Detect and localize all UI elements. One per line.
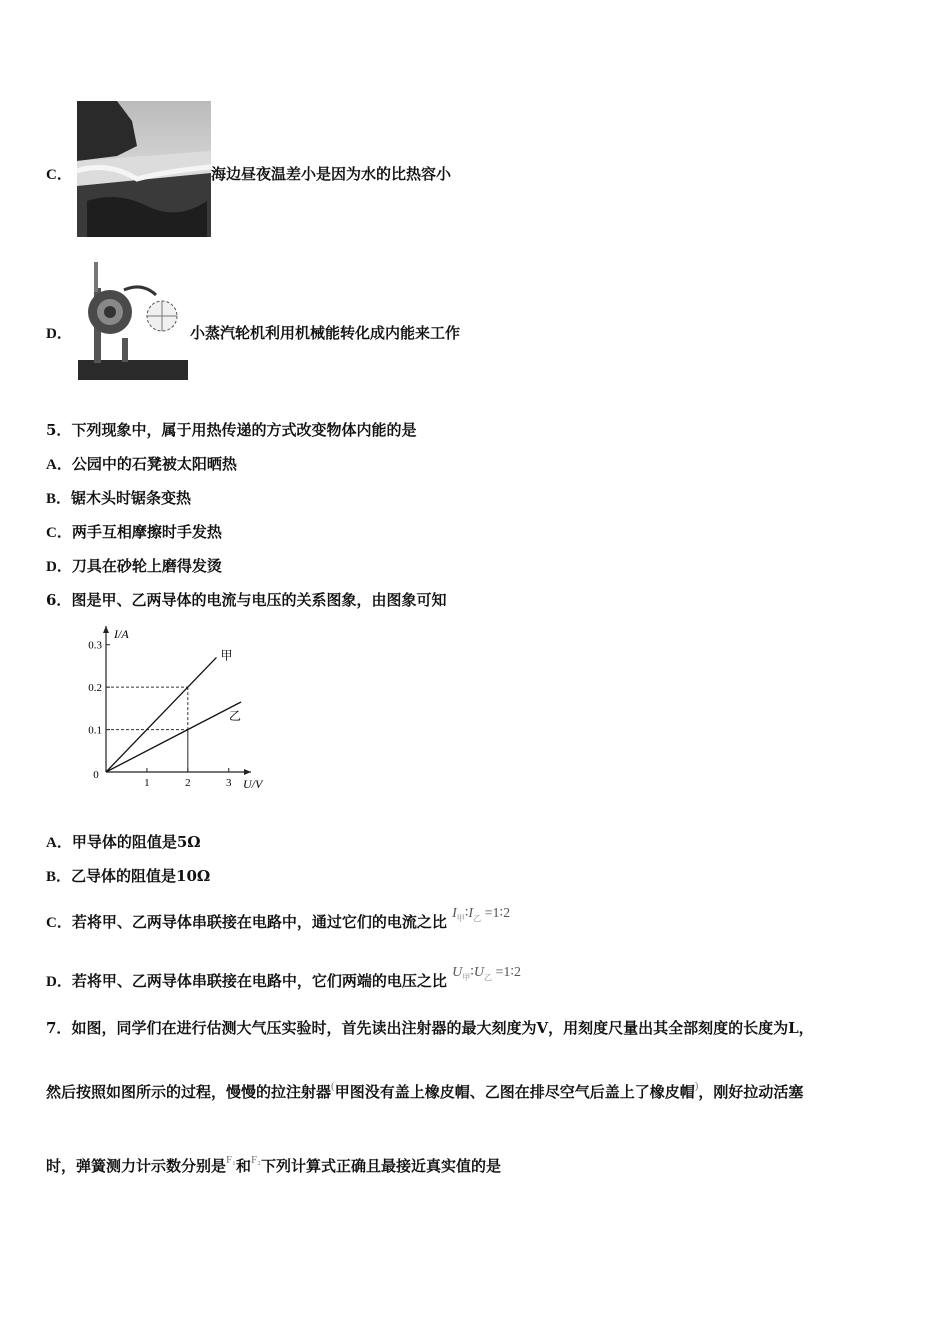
formula-symbol: I	[468, 906, 474, 921]
steam-turbine-photo	[72, 260, 190, 385]
q5-option-c	[46, 522, 222, 543]
formula-symbol: U	[473, 965, 484, 980]
q6-option-a	[46, 832, 201, 853]
option-label: B．	[46, 491, 72, 507]
q6-option-c	[46, 906, 511, 939]
q5-option-d	[46, 556, 222, 577]
question-number: 6．	[46, 591, 72, 609]
option-label: D．	[46, 326, 72, 342]
option-text: 若将甲、乙两导体串联接在电路中，通过它们的电流之比	[71, 913, 447, 931]
question-text: 然后按照如图所示的过程，慢慢的拉注射器	[46, 1083, 332, 1101]
formula-subscript: 乙	[473, 913, 482, 923]
q4-option-d-text: 小蒸汽轮机利用机械能转化成内能来工作	[190, 324, 461, 342]
x-tick-label: 3	[225, 777, 232, 789]
current-ratio-formula: $I_甲∶I_乙$ =1∶2	[452, 906, 511, 923]
option-label: B．	[46, 869, 72, 885]
option-text: 锯木头时锯条变热	[71, 489, 192, 507]
x-tick-label: 2	[185, 777, 191, 789]
formula-subscript: 乙	[484, 972, 492, 982]
formula-ratio: =1∶2	[484, 906, 511, 921]
q4-option-d	[46, 323, 72, 344]
option-text: 若将甲、乙两导体串联接在电路中，它们两端的电压之比	[71, 972, 447, 990]
x-axis-arrow	[244, 769, 251, 775]
seaside-photo	[77, 101, 211, 237]
paren-open: (	[331, 1080, 335, 1092]
question-text: ，刚好拉动活塞	[698, 1083, 804, 1101]
force-f2-symbol: F₂	[250, 1154, 261, 1166]
question-6-stem	[46, 590, 446, 610]
question-text: 时，弹簧测力计示数分别是	[46, 1157, 227, 1175]
series-line-yi	[106, 702, 241, 772]
question-text: 图是甲、乙两导体的电流与电压的关系图象，由图象可知	[71, 591, 447, 609]
option-label: D．	[46, 559, 72, 575]
option-text: 乙导体的阻值是10Ω	[71, 867, 211, 885]
x-axis-label: U/V	[243, 777, 263, 791]
question-text: 甲图没有盖上橡皮帽、乙图在排尽空气后盖上了橡皮帽	[334, 1083, 695, 1101]
option-label: D．	[46, 974, 72, 990]
question-7-line-1	[46, 1018, 814, 1038]
formula-subscript: 甲	[462, 972, 471, 982]
force-f1-symbol: F₁	[226, 1154, 236, 1166]
q6-option-b	[46, 866, 210, 887]
question-number: 7．	[46, 1019, 72, 1037]
question-7-line-2	[46, 1082, 803, 1104]
formula-subscript: 甲	[456, 913, 465, 923]
y-tick-label: 0.3	[88, 639, 102, 652]
question-7-line-3	[46, 1156, 501, 1178]
option-text: 刀具在砂轮上磨得发烫	[71, 557, 222, 575]
option-text: 两手互相摩擦时手发热	[71, 523, 222, 541]
paren-close: )	[694, 1080, 699, 1092]
series-label: 甲	[220, 648, 233, 663]
q4-option-c-text: 海边昼夜温差小是因为水的比热容小	[211, 165, 452, 183]
question-text: 下列现象中，属于用热传递的方式改变物体内能的是	[71, 421, 417, 439]
iv-graph	[80, 622, 270, 800]
voltage-ratio-formula: $U_甲∶U_乙$ =1∶2	[452, 965, 522, 982]
question-5-stem	[46, 420, 416, 440]
question-text: 下列计算式正确且最接近真实值的是	[260, 1157, 501, 1175]
option-label: C．	[46, 915, 72, 931]
y-tick-label: 0.2	[88, 682, 102, 695]
option-label: A．	[46, 835, 72, 851]
y-tick-label: 0.1	[88, 724, 102, 737]
question-text: 和	[235, 1157, 251, 1175]
origin-label: 0	[93, 769, 99, 781]
q4-option-c	[46, 164, 72, 185]
q5-option-a	[46, 454, 237, 475]
option-label: C．	[46, 525, 72, 541]
option-text: 甲导体的阻值是5Ω	[71, 833, 201, 851]
series-label: 乙	[229, 709, 242, 723]
question-number: 5．	[46, 421, 72, 439]
option-label: A．	[46, 457, 72, 473]
option-text: 公园中的石凳被太阳晒热	[71, 455, 237, 473]
q6-option-d	[46, 965, 522, 998]
option-label: C．	[46, 167, 72, 183]
q5-option-b	[46, 488, 191, 509]
formula-symbol: I	[452, 906, 457, 921]
formula-ratio: =1∶2	[495, 965, 522, 980]
formula-symbol: U	[452, 965, 463, 980]
x-tick-label: 1	[144, 777, 150, 789]
y-axis-arrow	[103, 626, 109, 633]
y-axis-label: I/A	[114, 627, 129, 641]
series-line-jia	[106, 657, 216, 772]
question-text: 如图，同学们在进行估测大气压实验时，首先读出注射器的最大刻度为V，用刻度尺量出其全部刻度的长度为L，	[71, 1019, 814, 1037]
